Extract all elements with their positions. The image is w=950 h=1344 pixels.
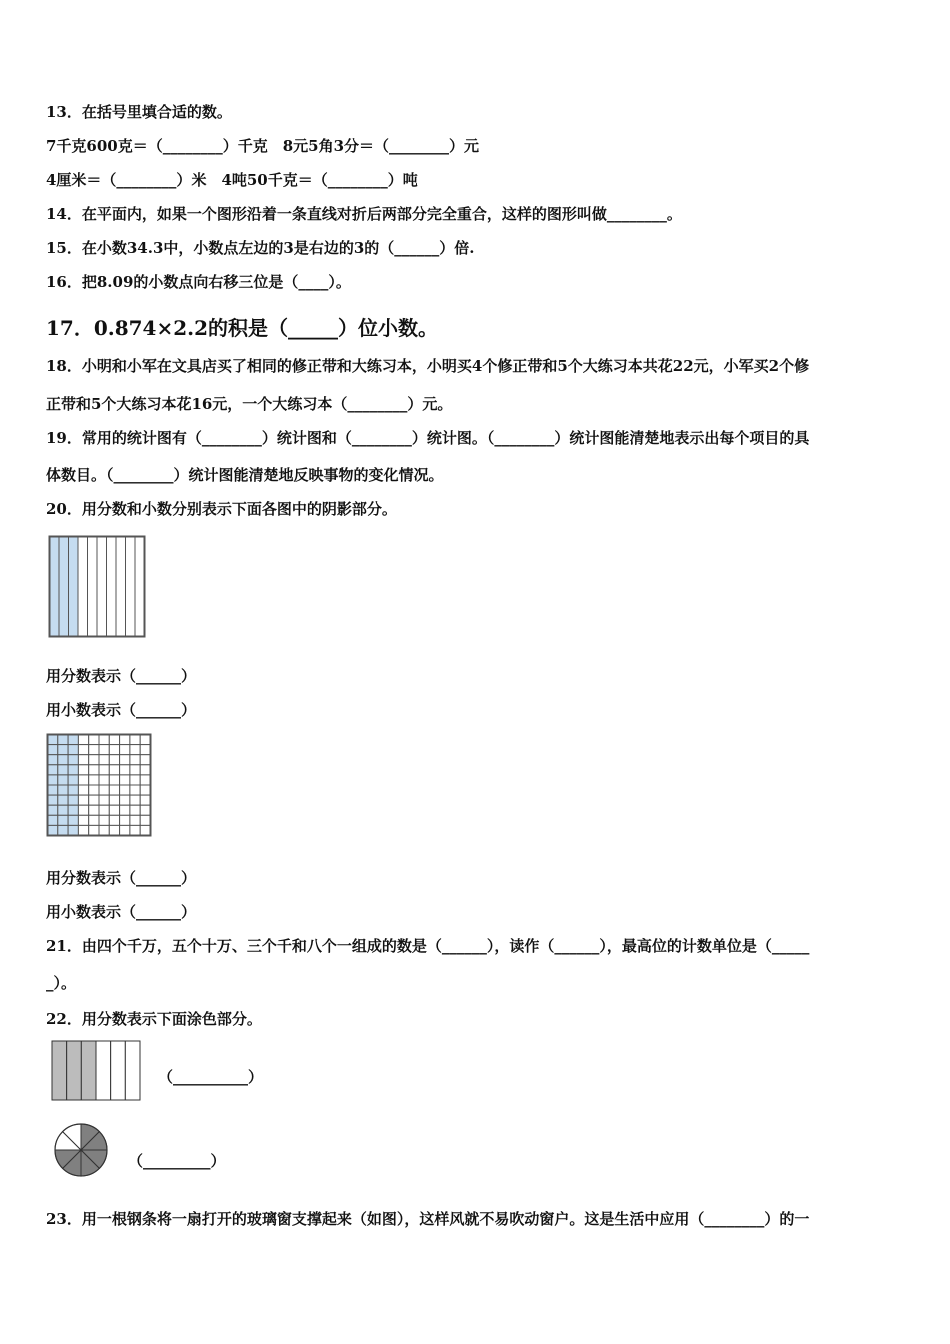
rect-part	[67, 1041, 82, 1100]
grid-cell	[99, 785, 109, 795]
grid-cell	[140, 755, 150, 765]
grid-cell	[78, 785, 88, 795]
grid-cell	[109, 825, 119, 835]
grid-cell	[140, 735, 150, 745]
grid-cell	[89, 805, 99, 815]
q20-fig2-fraction: 用分数表示（______）	[46, 869, 197, 887]
grid-cell	[48, 735, 58, 745]
grid-cell	[99, 775, 109, 785]
grid-cell	[68, 795, 78, 805]
grid-cell	[89, 825, 99, 835]
grid-cell	[68, 735, 78, 745]
grid-cell	[58, 805, 68, 815]
strip-part	[97, 537, 107, 637]
q20-title: 20．用分数和小数分别表示下面各图中的阴影部分。	[46, 500, 397, 518]
grid-cell	[130, 755, 140, 765]
q22-circle-blank: （_________）	[128, 1152, 226, 1170]
q20-fig1-decimal: 用小数表示（______）	[46, 701, 197, 719]
grid-cell	[78, 825, 88, 835]
grid-cell	[99, 815, 109, 825]
grid-cell	[99, 765, 109, 775]
grid-cell	[109, 775, 119, 785]
grid-cell	[140, 815, 150, 825]
q16-text: 16．把8.09的小数点向右移三位是（____）。	[46, 273, 351, 291]
grid-cell	[68, 785, 78, 795]
grid-cell	[78, 775, 88, 785]
strip-part	[126, 537, 136, 637]
grid-cell	[120, 755, 130, 765]
q13-title: 13．在括号里填合适的数。	[46, 103, 232, 121]
grid-cell	[109, 765, 119, 775]
q15-text: 15．在小数34.3中，小数点左边的3是右边的3的（______）倍.	[46, 239, 475, 257]
strip-part	[116, 537, 126, 637]
grid-cell	[58, 795, 68, 805]
rect-part	[111, 1041, 126, 1100]
q14-text: 14．在平面内，如果一个图形沿着一条直线对折后两部分完全重合，这样的图形叫做________。	[46, 205, 682, 223]
grid-cell	[89, 745, 99, 755]
rect-part	[52, 1041, 67, 1100]
grid-cell	[130, 815, 140, 825]
grid-cell	[109, 755, 119, 765]
grid-cell	[99, 805, 109, 815]
strip-part	[135, 537, 145, 637]
grid-cell	[140, 795, 150, 805]
q20-fig1-fraction: 用分数表示（______）	[46, 667, 197, 685]
q21-line2: _）。	[46, 974, 77, 992]
grid-cell	[99, 745, 109, 755]
grid-cell	[78, 765, 88, 775]
grid-cell	[58, 775, 68, 785]
q19-line2: 体数目。（________）统计图能清楚地反映事物的变化情况。	[46, 466, 444, 484]
grid-cell	[130, 825, 140, 835]
grid-cell	[99, 795, 109, 805]
grid-cell	[120, 735, 130, 745]
strip-part	[50, 537, 60, 637]
rect-part	[125, 1041, 140, 1100]
grid-cell	[89, 735, 99, 745]
grid-cell	[99, 735, 109, 745]
shaded-circle-figure	[53, 1122, 109, 1178]
grid-cell	[89, 775, 99, 785]
grid-cell	[48, 805, 58, 815]
grid-cell	[78, 755, 88, 765]
grid-cell	[109, 735, 119, 745]
grid-cell	[78, 745, 88, 755]
grid-cell	[89, 815, 99, 825]
grid-cell	[89, 765, 99, 775]
grid-cell	[109, 785, 119, 795]
grid-cell	[109, 815, 119, 825]
grid-cell	[48, 755, 58, 765]
grid-cell	[140, 805, 150, 815]
grid-cell	[120, 785, 130, 795]
grid-cell	[99, 825, 109, 835]
strip-part	[78, 537, 88, 637]
q18-line1: 18．小明和小军在文具店买了相同的修正带和大练习本，小明买4个修正带和5个大练习本共花22元，小军买2个修	[46, 357, 810, 375]
rect-part	[81, 1041, 96, 1100]
q21-line1: 21．由四个千万，五个十万、三个千和八个一组成的数是（______），读作（______），最高位的计数单位是（_____	[46, 937, 810, 955]
grid-cell	[130, 785, 140, 795]
grid-cell	[89, 785, 99, 795]
grid-cell	[78, 815, 88, 825]
shaded-rectangle-figure	[51, 1040, 142, 1102]
grid-cell	[78, 795, 88, 805]
grid-cell	[130, 795, 140, 805]
grid-cell	[109, 745, 119, 755]
q13-line1: 7千克600克＝（________）千克 8元5角3分＝（________）元	[46, 137, 480, 155]
q19-line1: 19．常用的统计图有（________）统计图和（________）统计图。（________）统计图能清楚地表示出每个项目的具	[46, 429, 810, 447]
grid-cell	[58, 735, 68, 745]
strip-part	[69, 537, 79, 637]
grid-cell	[68, 765, 78, 775]
q22-title: 22．用分数表示下面涂色部分。	[46, 1010, 262, 1028]
grid-cell	[120, 775, 130, 785]
grid-cell	[78, 735, 88, 745]
grid-cell	[78, 805, 88, 815]
grid-cell	[130, 765, 140, 775]
grid-cell	[99, 755, 109, 765]
q20-fig2-decimal: 用小数表示（______）	[46, 903, 197, 921]
grid-cell	[89, 755, 99, 765]
grid-cell	[140, 775, 150, 785]
grid-cell	[130, 805, 140, 815]
strip-part	[88, 537, 98, 637]
grid-cell	[58, 815, 68, 825]
q18-line2: 正带和5个大练习本花16元，一个大练习本（________）元。	[46, 395, 453, 413]
grid-cell	[130, 745, 140, 755]
hundredths-grid-figure	[46, 733, 152, 837]
grid-cell	[48, 815, 58, 825]
tenths-strip-figure	[48, 535, 146, 638]
grid-cell	[120, 745, 130, 755]
grid-cell	[48, 775, 58, 785]
grid-cell	[68, 755, 78, 765]
grid-cell	[68, 775, 78, 785]
grid-cell	[68, 815, 78, 825]
grid-cell	[48, 785, 58, 795]
grid-cell	[58, 825, 68, 835]
grid-cell	[68, 745, 78, 755]
q13-line2: 4厘米＝（________）米 4吨50千克＝（________）吨	[46, 171, 418, 189]
grid-cell	[109, 795, 119, 805]
grid-cell	[140, 765, 150, 775]
grid-cell	[109, 805, 119, 815]
grid-cell	[58, 755, 68, 765]
grid-cell	[58, 745, 68, 755]
q22-rect-blank: （__________）	[158, 1068, 264, 1086]
grid-cell	[48, 745, 58, 755]
grid-cell	[130, 775, 140, 785]
grid-cell	[58, 785, 68, 795]
strip-part	[107, 537, 117, 637]
grid-cell	[140, 745, 150, 755]
grid-cell	[140, 785, 150, 795]
grid-cell	[58, 765, 68, 775]
rect-part	[96, 1041, 111, 1100]
grid-cell	[140, 825, 150, 835]
grid-cell	[68, 825, 78, 835]
q17-text: 17．0.874×2.2的积是（_____）位小数。	[46, 316, 439, 340]
grid-cell	[48, 795, 58, 805]
grid-cell	[48, 765, 58, 775]
grid-cell	[130, 735, 140, 745]
grid-cell	[120, 815, 130, 825]
grid-cell	[120, 805, 130, 815]
grid-cell	[120, 765, 130, 775]
grid-cell	[68, 805, 78, 815]
grid-cell	[48, 825, 58, 835]
strip-part	[59, 537, 69, 637]
grid-cell	[89, 795, 99, 805]
grid-cell	[120, 795, 130, 805]
q23-text: 23．用一根钢条将一扇打开的玻璃窗支撑起来（如图），这样风就不易吹动窗户。这是生活中应用（________）的一	[46, 1210, 810, 1228]
grid-cell	[120, 825, 130, 835]
